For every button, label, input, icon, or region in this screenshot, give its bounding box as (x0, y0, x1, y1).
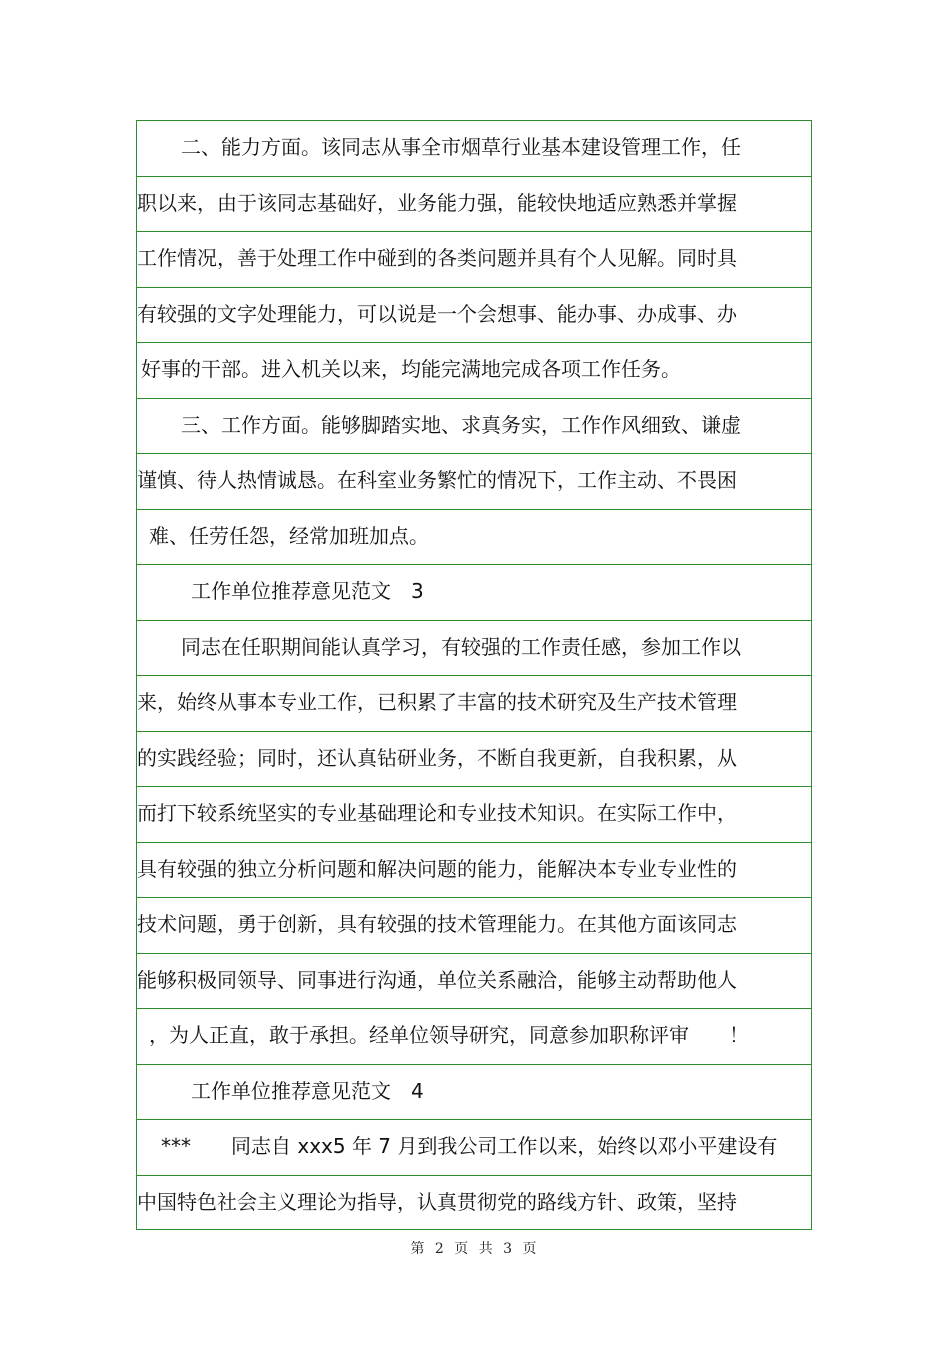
text-row (137, 232, 811, 288)
paragraph-line: 二、能力方面。该同志从事全市烟草行业基本建设管理工作，任 (181, 135, 741, 159)
paragraph-line: 中国特色社会主义理论为指导，认真贯彻党的路线方针、政策，坚持 (137, 1189, 737, 1214)
text-row (137, 288, 811, 344)
text-row (137, 177, 811, 233)
paragraph-line: 谨慎、待人热情诚恳。在科室业务繁忙的情况下，工作主动、不畏困 (137, 468, 737, 492)
paragraph-line: *** 同志自 xxx5 年 7 月到我公司工作以来，始终以邓小平建设有 (161, 1134, 778, 1158)
paragraph-line: 好事的干部。进入机关以来，均能完满地完成各项工作任务。 (141, 357, 681, 381)
paragraph-line: ，为人正直，敢于承担。经单位领导研究，同意参加职称评审 ！ (149, 1023, 749, 1047)
paragraph-line: 难、任劳任怨，经常加班加点。 (149, 523, 429, 548)
paragraph-line: 工作情况，善于处理工作中碰到的各类问题并具有个人见解。同时具 (137, 246, 737, 270)
section-heading: 工作单位推荐意见范文 4 (191, 1078, 424, 1103)
paragraph-line: 来，始终从事本专业工作，已积累了丰富的技术研究及生产技术管理 (137, 690, 737, 714)
page-content-frame (136, 120, 812, 1230)
text-row (137, 1176, 811, 1232)
paragraph-line: 同志在任职期间能认真学习，有较强的工作责任感，参加工作以 (181, 634, 741, 659)
section-heading: 工作单位推荐意见范文 3 (191, 579, 424, 603)
text-row (137, 565, 811, 621)
paragraph-line: 有较强的文字处理能力，可以说是一个会想事、能办事、办成事、办 (137, 301, 737, 326)
text-row (137, 732, 811, 788)
paragraph-line: 三、工作方面。能够脚踏实地、求真务实，工作作风细致、谦虚 (181, 412, 741, 437)
paragraph-line: 能够积极同领导、同事进行沟通，单位关系融洽，能够主动帮助他人 (137, 967, 737, 992)
text-row (137, 454, 811, 510)
text-row (137, 343, 811, 399)
text-row (137, 954, 811, 1010)
text-row (137, 787, 811, 843)
paragraph-line: 职以来，由于该同志基础好，业务能力强，能较快地适应熟悉并掌握 (137, 190, 737, 215)
text-row (137, 898, 811, 954)
paragraph-line: 具有较强的独立分析问题和解决问题的能力，能解决本专业专业性的 (137, 856, 737, 881)
text-row (137, 621, 811, 677)
text-row (137, 1120, 811, 1176)
paragraph-line: 的实践经验；同时，还认真钻研业务，不断自我更新，自我积累，从 (137, 745, 737, 770)
text-row (137, 399, 811, 455)
page-number-footer: 第 2 页 共 3 页 (410, 1241, 540, 1257)
text-row (137, 1009, 811, 1065)
paragraph-line: 而打下较系统坚实的专业基础理论和专业技术知识。在实际工作中， (137, 801, 737, 825)
paragraph-line: 技术问题，勇于创新，具有较强的技术管理能力。在其他方面该同志 (137, 912, 737, 936)
text-row (137, 510, 811, 566)
text-row (137, 843, 811, 899)
text-row (137, 676, 811, 732)
text-row (137, 1065, 811, 1121)
text-row (137, 121, 811, 177)
